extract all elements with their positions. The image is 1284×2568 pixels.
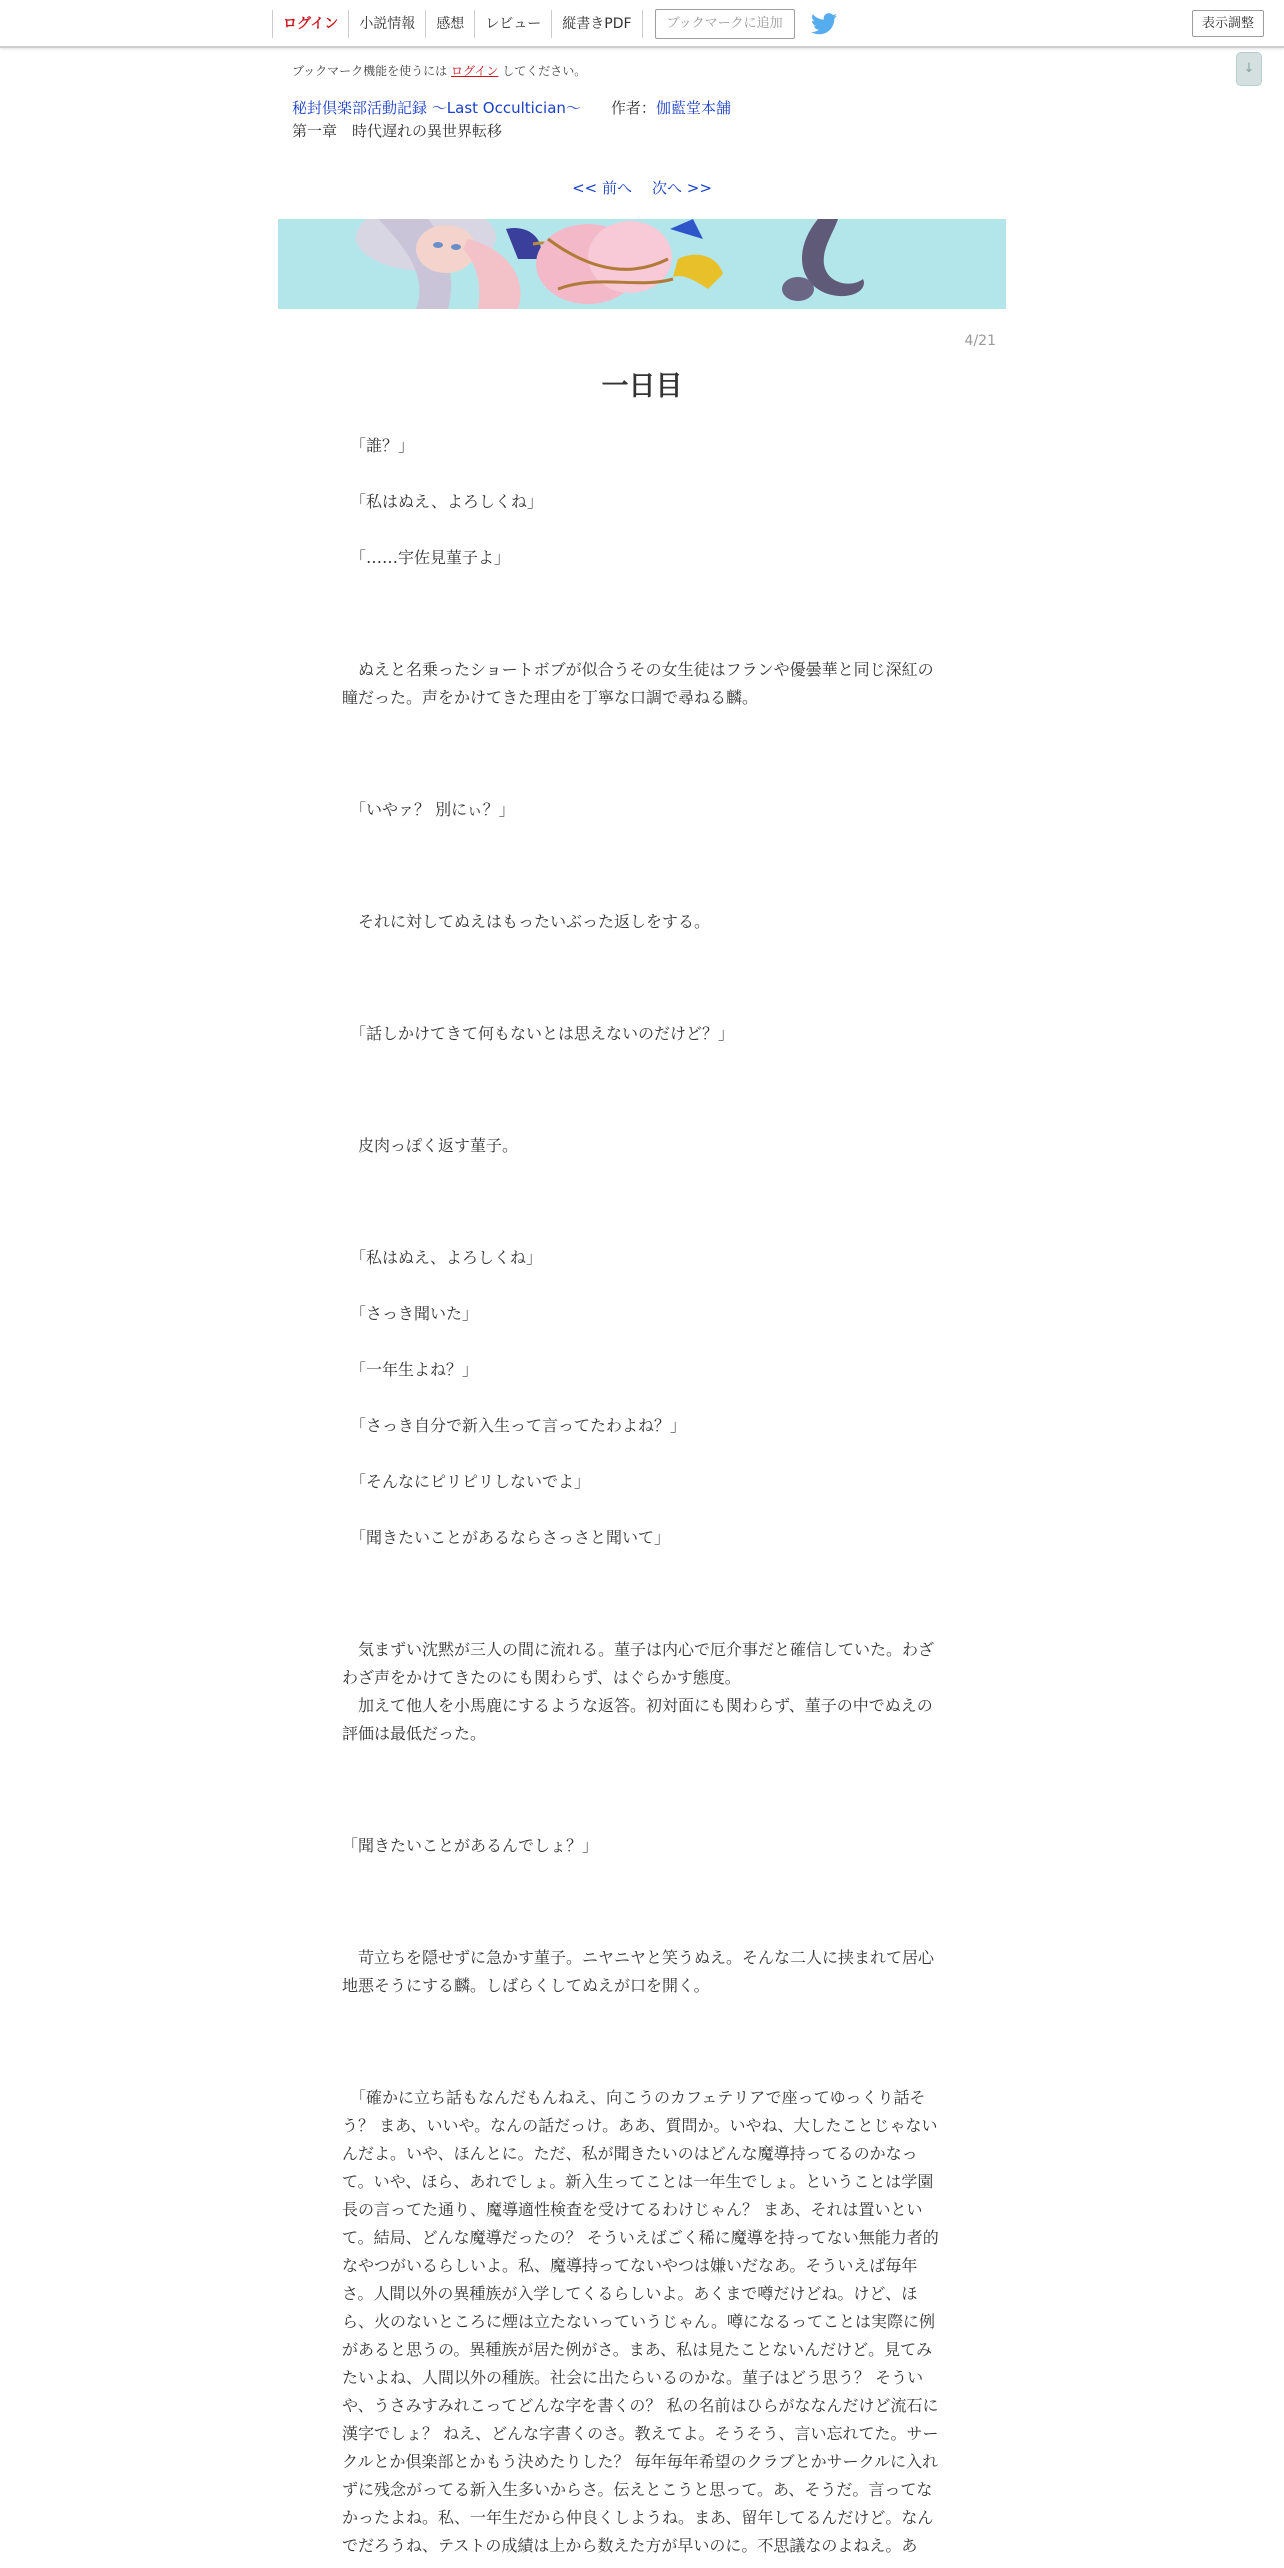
body-paragraph	[342, 1328, 942, 1356]
body-paragraph	[342, 1160, 942, 1188]
body-paragraph	[342, 1048, 942, 1076]
body-paragraph: 加えて他人を小馬鹿にするような返答。初対面にも関わらず、菫子の中でぬえの評価は最低だった。	[342, 1696, 933, 1743]
notice-login-link[interactable]: ログイン	[451, 64, 499, 78]
body-paragraph: 「私はぬえ、よろしくね」	[342, 492, 543, 511]
body-paragraph	[342, 992, 942, 1020]
body-paragraph: 皮肉っぽく返す菫子。	[342, 1136, 519, 1155]
body-paragraph	[342, 600, 942, 628]
body-paragraph	[342, 2028, 942, 2056]
nav-impressions-link[interactable]: 感想	[425, 10, 474, 38]
body-paragraph	[342, 1272, 942, 1300]
body-paragraph: 「さっき自分で新入生って言ってたわよね？」	[342, 1416, 687, 1435]
body-paragraph: 「聞きたいことがあるならさっさと聞いて」	[342, 1528, 671, 1547]
body-paragraph	[342, 1916, 942, 1944]
body-paragraph	[342, 572, 942, 600]
body-paragraph	[342, 1104, 942, 1132]
banner-illustration	[278, 219, 1006, 309]
body-paragraph	[342, 1580, 942, 1608]
notice-suffix: してください。	[502, 64, 587, 78]
body-paragraph: 「……宇佐見菫子よ」	[342, 548, 511, 567]
body-paragraph: 「話しかけてきて何もないとは思えないのだけど？」	[342, 1024, 735, 1043]
nav-novel-info-link[interactable]: 小説情報	[348, 10, 425, 38]
author-link[interactable]: 伽藍堂本舗	[655, 99, 731, 117]
twitter-icon[interactable]	[811, 13, 837, 35]
body-paragraph: 「確かに立ち話もなんだもんねえ、向こうのカフェテリアで座ってゆっくり話そう？ まあ、いいや。なんの話だっけ。ああ、質問か。いやね、大したことじゃないんだよ。いや、ほんとに。ただ、私が聞きたいのはどんな魔導持ってるのかなって。いや、ほら、あれでしょ。新入生ってことは一年生でしょ。ということは学園長の言ってた通り、魔導適性検査を受けてるわけじゃん？ まあ、それは置いといて。結局、どんな魔導だったの？ そういえばごく稀に魔導を持ってない無能力者的なやつがいるらしいよ。私、魔導持ってないやつは嫌いだなあ。そういえば毎年さ。人間以外の異種族が入学してくるらしいよ。あくまで噂だけどね。けど、ほら、火のないところに煙は立たないっていうじゃん。噂になるってことは実際に例があると思うの。異種族が居た例がさ。まあ、私は見たことないんだけど。見てみたいよね、人間以外の種族。社会に出たらいるのかな。菫子はどう思う？ そういや、うさみすみれこってどんな字を書くの？ 私の名前はひらがななんだけど流石に漢字でしょ？ ねえ、どんな字書くのさ。教えてよ。そうそう、言い忘れてた。サークルとか倶楽部とかもう決めたりした？ 毎年毎年希望のクラブとかサークルに入れずに残念がってる新入生多いからさ。伝えとこうと思って。あ、そうだ。言ってなかったよね。私、一年生だから仲良くしようね。まあ、留年してるんだけど。なんでだろうね、テストの成績は上から数えた方が早いのに。不思議なのよねえ。あ	[342, 2088, 939, 2555]
top-navigation-bar	[0, 0, 1284, 48]
body-paragraph	[342, 1384, 942, 1412]
body-paragraph: 「私はぬえ、よろしくね」	[342, 1248, 543, 1267]
author-label: 作者：	[610, 99, 656, 117]
login-notice	[292, 62, 586, 79]
body-paragraph: ぬえと名乗ったショートボブが似合うその女生徒はフランや優曇華と同じ深紅の瞳だった。声をかけてきた理由を丁寧な口調で尋ねる麟。	[342, 660, 934, 707]
body-paragraph	[342, 1860, 942, 1888]
body-paragraph	[342, 1216, 942, 1244]
body-paragraph: 苛立ちを隠せずに急かす菫子。ニヤニヤと笑うぬえ。そんな二人に挟まれて居心地悪そうにする麟。しばらくしてぬえが口を開く。	[342, 1948, 935, 1995]
body-paragraph	[342, 936, 942, 964]
episode-title: 一日目	[601, 371, 683, 402]
nav-vertical-pdf-link[interactable]: 縦書きPDF	[551, 10, 642, 38]
body-paragraph: それに対してぬえはもったいぶった返しをする。	[342, 912, 711, 931]
body-paragraph	[342, 964, 942, 992]
body-paragraph	[342, 2056, 942, 2084]
prev-page-link[interactable]: << 前へ	[572, 179, 632, 197]
body-paragraph	[342, 1552, 942, 1580]
body-paragraph	[342, 1776, 942, 1804]
scroll-down-button[interactable]: ↓	[1236, 52, 1262, 86]
novel-title-link[interactable]: 秘封倶楽部活動記録 ～Last Occultician～	[292, 99, 581, 117]
body-paragraph: 「いやァ？ 別にぃ？」	[342, 800, 515, 819]
body-paragraph	[342, 824, 942, 852]
display-settings-button[interactable]: 表示調整	[1192, 10, 1264, 37]
novel-banner-image	[278, 219, 1006, 309]
body-paragraph	[342, 628, 942, 656]
nav-review-link[interactable]: レビュー	[474, 10, 551, 38]
body-paragraph: 「一年生よね？」	[342, 1360, 479, 1379]
body-paragraph	[342, 880, 942, 908]
body-paragraph	[342, 1608, 942, 1636]
notice-prefix: ブックマーク機能を使うには	[292, 64, 448, 78]
pager	[0, 177, 1284, 198]
body-paragraph	[342, 1804, 942, 1832]
body-paragraph	[342, 1496, 942, 1524]
body-paragraph: 「そんなにピリピリしないでよ」	[342, 1472, 591, 1491]
body-paragraph: 「聞きたいことがあるんでしょ？」	[342, 1836, 599, 1855]
body-paragraph: 「誰？」	[342, 436, 415, 455]
body-paragraph: 気まずい沈黙が三人の間に流れる。菫子は内心で厄介事だと確信していた。わざわざ声をかけてきたのにも関わらず、はぐらかす態度。	[342, 1640, 935, 1687]
chapter-name: 第一章 時代遅れの異世界転移	[292, 122, 503, 140]
body-paragraph: 「さっき聞いた」	[342, 1304, 479, 1323]
body-paragraph	[342, 712, 942, 740]
body-paragraph	[342, 1888, 942, 1916]
novel-header	[292, 97, 731, 118]
body-paragraph	[342, 852, 942, 880]
nav-menu	[272, 10, 837, 38]
body-paragraph	[342, 516, 942, 544]
nav-login-link[interactable]: ログイン	[272, 10, 348, 38]
body-paragraph	[342, 740, 942, 768]
body-paragraph	[342, 1748, 942, 1776]
next-page-link[interactable]: 次へ >>	[652, 179, 712, 197]
body-paragraph	[342, 1440, 942, 1468]
body-paragraph	[342, 768, 942, 796]
body-paragraph	[342, 1188, 942, 1216]
body-paragraph	[342, 2000, 942, 2028]
body-paragraph	[342, 460, 942, 488]
page-count: 4/21	[964, 333, 996, 349]
add-bookmark-button[interactable]: ブックマークに追加	[655, 9, 795, 39]
body-paragraph	[342, 1076, 942, 1104]
novel-body-text	[342, 432, 942, 2560]
